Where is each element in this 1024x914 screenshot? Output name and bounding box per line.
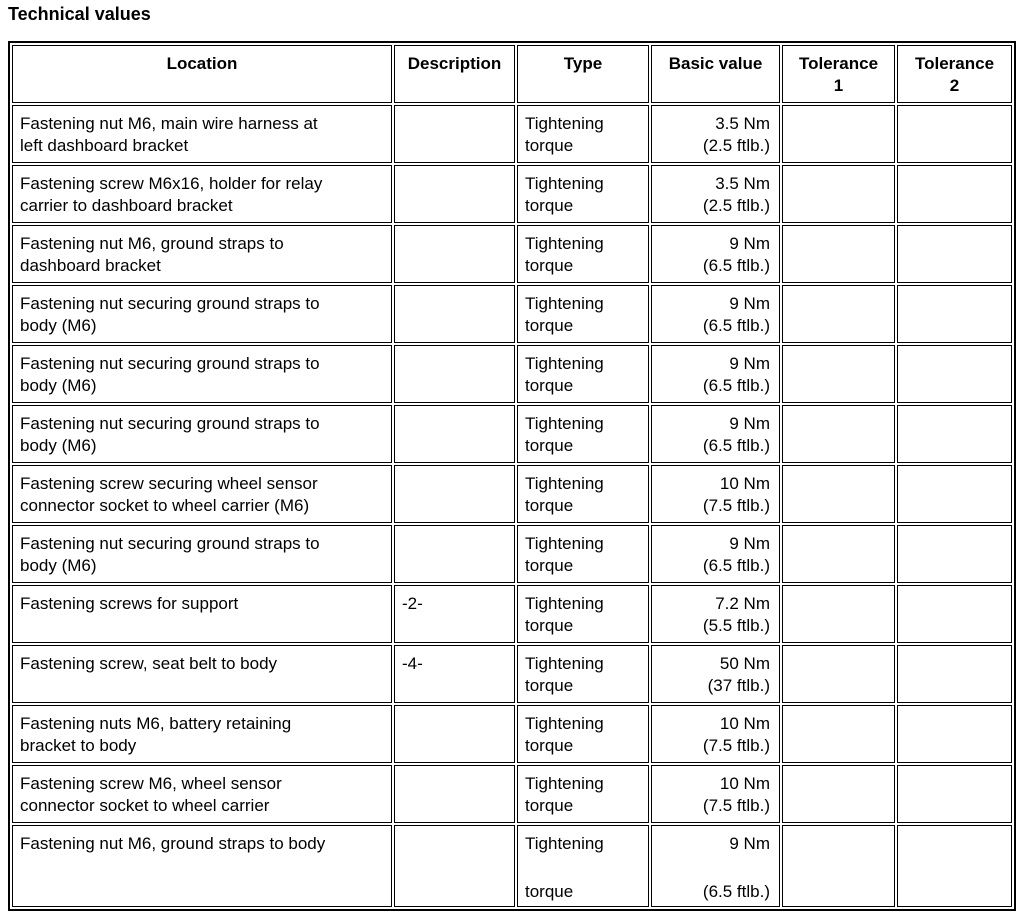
location-line-2: connector socket to wheel carrier (M6) [20, 496, 310, 515]
tolerance-2-cell [897, 585, 1012, 643]
tolerance-1-cell [782, 705, 895, 763]
location-line-1: Fastening screw M6, wheel sensor [20, 774, 282, 793]
type-line-2: torque [525, 316, 574, 335]
type-line-1: Tightening [525, 654, 604, 673]
basic-value-metric: 9 Nm [729, 294, 770, 313]
description-cell [394, 825, 515, 907]
location-cell [12, 405, 392, 463]
tolerance-1-cell [782, 825, 895, 907]
description-cell [394, 225, 515, 283]
basic-value-cell [651, 825, 780, 907]
basic-value-cell [651, 645, 780, 703]
header-tolerance-1-line2: 1 [833, 76, 844, 95]
location-line-1: Fastening screw securing wheel sensor [20, 474, 318, 493]
location-line-2: dashboard bracket [20, 256, 161, 275]
type-cell [517, 345, 649, 403]
description-cell [394, 765, 515, 823]
tolerance-2-cell [897, 105, 1012, 163]
description-text: -2- [402, 594, 423, 613]
tolerance-1-cell [782, 585, 895, 643]
tolerance-2-cell [897, 285, 1012, 343]
basic-value-metric: 3.5 Nm [715, 114, 770, 133]
basic-value-cell [651, 525, 780, 583]
basic-value-metric: 7.2 Nm [715, 594, 770, 613]
type-line-1: Tightening [525, 354, 604, 373]
page-title: Technical values [8, 4, 151, 24]
table-row [12, 405, 1012, 463]
basic-value-metric: 10 Nm [719, 474, 770, 493]
location-line-2: left dashboard bracket [20, 136, 189, 155]
type-line-1: Tightening [525, 114, 604, 133]
type-cell [517, 705, 649, 763]
type-line-1: Tightening [525, 294, 604, 313]
location-cell [12, 225, 392, 283]
tolerance-1-cell [782, 345, 895, 403]
description-cell [394, 405, 515, 463]
type-line-2: torque [525, 496, 574, 515]
type-cell [517, 765, 649, 823]
type-line-1: Tightening [525, 234, 604, 253]
basic-value-cell [651, 465, 780, 523]
basic-value-metric: 9 Nm [729, 834, 770, 853]
header-basic-value: Basic value [651, 45, 780, 103]
location-line-2: body (M6) [20, 376, 97, 395]
header-tolerance-2 [897, 45, 1012, 103]
type-line-2: torque [525, 556, 574, 575]
type-line-2: torque [525, 136, 574, 155]
location-cell [12, 285, 392, 343]
basic-value-metric: 9 Nm [729, 234, 770, 253]
type-line-1: Tightening [525, 594, 604, 613]
description-cell [394, 345, 515, 403]
type-line-2: torque [525, 882, 574, 901]
description-cell [394, 585, 515, 643]
tolerance-2-cell [897, 765, 1012, 823]
table-row [12, 105, 1012, 163]
type-line-2: torque [525, 196, 574, 215]
location-cell [12, 765, 392, 823]
basic-value-imperial: (6.5 ftlb.) [702, 556, 770, 575]
basic-value-metric: 9 Nm [729, 414, 770, 433]
tolerance-1-cell [782, 525, 895, 583]
location-cell [12, 105, 392, 163]
description-cell [394, 645, 515, 703]
description-cell [394, 705, 515, 763]
type-line-1: Tightening [525, 834, 604, 853]
location-line-1: Fastening nut securing ground straps to [20, 354, 320, 373]
type-line-1: Tightening [525, 534, 604, 553]
location-line-1: Fastening nuts M6, battery retaining [20, 714, 292, 733]
location-line-1: Fastening screw M6x16, holder for relay [20, 174, 323, 193]
type-line-2: torque [525, 436, 574, 455]
basic-value-imperial: (6.5 ftlb.) [702, 436, 770, 455]
table-row [12, 465, 1012, 523]
location-cell [12, 165, 392, 223]
table-row [12, 525, 1012, 583]
description-cell [394, 165, 515, 223]
basic-value-metric: 10 Nm [719, 714, 770, 733]
type-line-1: Tightening [525, 174, 604, 193]
location-cell [12, 645, 392, 703]
basic-value-imperial: (5.5 ftlb.) [702, 616, 770, 635]
basic-value-imperial: (6.5 ftlb.) [702, 882, 770, 901]
basic-value-imperial: (2.5 ftlb.) [702, 196, 770, 215]
type-line-2: torque [525, 376, 574, 395]
type-cell [517, 825, 649, 907]
location-line-1: Fastening nut securing ground straps to [20, 534, 320, 553]
type-cell [517, 645, 649, 703]
tolerance-2-cell [897, 825, 1012, 907]
technical-values-table [8, 41, 1016, 911]
type-cell [517, 285, 649, 343]
tolerance-1-cell [782, 105, 895, 163]
location-line-2: connector socket to wheel carrier [20, 796, 270, 815]
table-row [12, 585, 1012, 643]
basic-value-metric: 9 Nm [729, 354, 770, 373]
tolerance-2-cell [897, 405, 1012, 463]
basic-value-metric: 9 Nm [729, 534, 770, 553]
header-tolerance-1-line1: Tolerance [798, 54, 879, 73]
basic-value-cell [651, 405, 780, 463]
basic-value-imperial: (6.5 ftlb.) [702, 256, 770, 275]
tolerance-1-cell [782, 405, 895, 463]
location-line-2: bracket to body [20, 736, 137, 755]
location-cell [12, 705, 392, 763]
basic-value-cell [651, 345, 780, 403]
description-cell [394, 285, 515, 343]
tolerance-1-cell [782, 165, 895, 223]
type-cell [517, 105, 649, 163]
type-line-2: torque [525, 256, 574, 275]
location-line-2: body (M6) [20, 436, 97, 455]
basic-value-metric: 10 Nm [719, 774, 770, 793]
description-text: -4- [402, 654, 423, 673]
tolerance-2-cell [897, 645, 1012, 703]
type-cell [517, 225, 649, 283]
basic-value-imperial: (7.5 ftlb.) [702, 736, 770, 755]
type-line-2: torque [525, 796, 574, 815]
tolerance-2-cell [897, 465, 1012, 523]
type-cell [517, 465, 649, 523]
basic-value-imperial: (6.5 ftlb.) [702, 316, 770, 335]
tolerance-2-cell [897, 525, 1012, 583]
table-row [12, 705, 1012, 763]
basic-value-cell [651, 765, 780, 823]
location-cell [12, 465, 392, 523]
type-line-2: torque [525, 616, 574, 635]
tolerance-2-cell [897, 165, 1012, 223]
tolerance-2-cell [897, 225, 1012, 283]
basic-value-imperial: (6.5 ftlb.) [702, 376, 770, 395]
tolerance-1-cell [782, 765, 895, 823]
basic-value-imperial: (7.5 ftlb.) [702, 496, 770, 515]
table-row [12, 825, 1012, 907]
location-cell [12, 345, 392, 403]
location-cell [12, 585, 392, 643]
basic-value-cell [651, 705, 780, 763]
tolerance-2-cell [897, 705, 1012, 763]
tolerance-1-cell [782, 225, 895, 283]
table-body [12, 105, 1012, 907]
location-line-2: carrier to dashboard bracket [20, 196, 233, 215]
location-line-1: Fastening nut M6, main wire harness at [20, 114, 318, 133]
basic-value-cell [651, 285, 780, 343]
table-row [12, 645, 1012, 703]
table-row [12, 285, 1012, 343]
type-line-1: Tightening [525, 714, 604, 733]
location-line-2: body (M6) [20, 316, 97, 335]
location-line-1: Fastening screw, seat belt to body [20, 654, 278, 673]
tolerance-2-cell [897, 345, 1012, 403]
tolerance-1-cell [782, 465, 895, 523]
location-cell [12, 825, 392, 907]
type-line-1: Tightening [525, 474, 604, 493]
type-line-1: Tightening [525, 414, 604, 433]
basic-value-cell [651, 165, 780, 223]
description-cell [394, 465, 515, 523]
type-line-2: torque [525, 676, 574, 695]
tolerance-1-cell [782, 285, 895, 343]
location-cell [12, 525, 392, 583]
header-tolerance-2-line1: Tolerance [914, 54, 995, 73]
table-row [12, 345, 1012, 403]
type-cell [517, 165, 649, 223]
type-cell [517, 405, 649, 463]
header-tolerance-1 [782, 45, 895, 103]
tolerance-1-cell [782, 645, 895, 703]
location-line-1: Fastening nut M6, ground straps to body [20, 834, 326, 853]
location-line-1: Fastening screws for support [20, 594, 239, 613]
type-line-1: Tightening [525, 774, 604, 793]
basic-value-metric: 50 Nm [719, 654, 770, 673]
table-row [12, 165, 1012, 223]
type-line-2: torque [525, 736, 574, 755]
basic-value-metric: 3.5 Nm [715, 174, 770, 193]
location-line-1: Fastening nut M6, ground straps to [20, 234, 284, 253]
description-cell [394, 525, 515, 583]
header-location: Location [12, 45, 392, 103]
basic-value-imperial: (2.5 ftlb.) [702, 136, 770, 155]
location-line-1: Fastening nut securing ground straps to [20, 294, 320, 313]
basic-value-cell [651, 585, 780, 643]
description-cell [394, 105, 515, 163]
location-line-2: body (M6) [20, 556, 97, 575]
basic-value-cell [651, 225, 780, 283]
basic-value-cell [651, 105, 780, 163]
type-cell [517, 525, 649, 583]
table-header-row [12, 45, 1012, 103]
header-type: Type [517, 45, 649, 103]
basic-value-imperial: (7.5 ftlb.) [702, 796, 770, 815]
basic-value-imperial: (37 ftlb.) [707, 676, 770, 695]
table-row [12, 225, 1012, 283]
type-cell [517, 585, 649, 643]
header-description: Description [394, 45, 515, 103]
location-line-1: Fastening nut securing ground straps to [20, 414, 320, 433]
header-tolerance-2-line2: 2 [949, 76, 960, 95]
table-row [12, 765, 1012, 823]
